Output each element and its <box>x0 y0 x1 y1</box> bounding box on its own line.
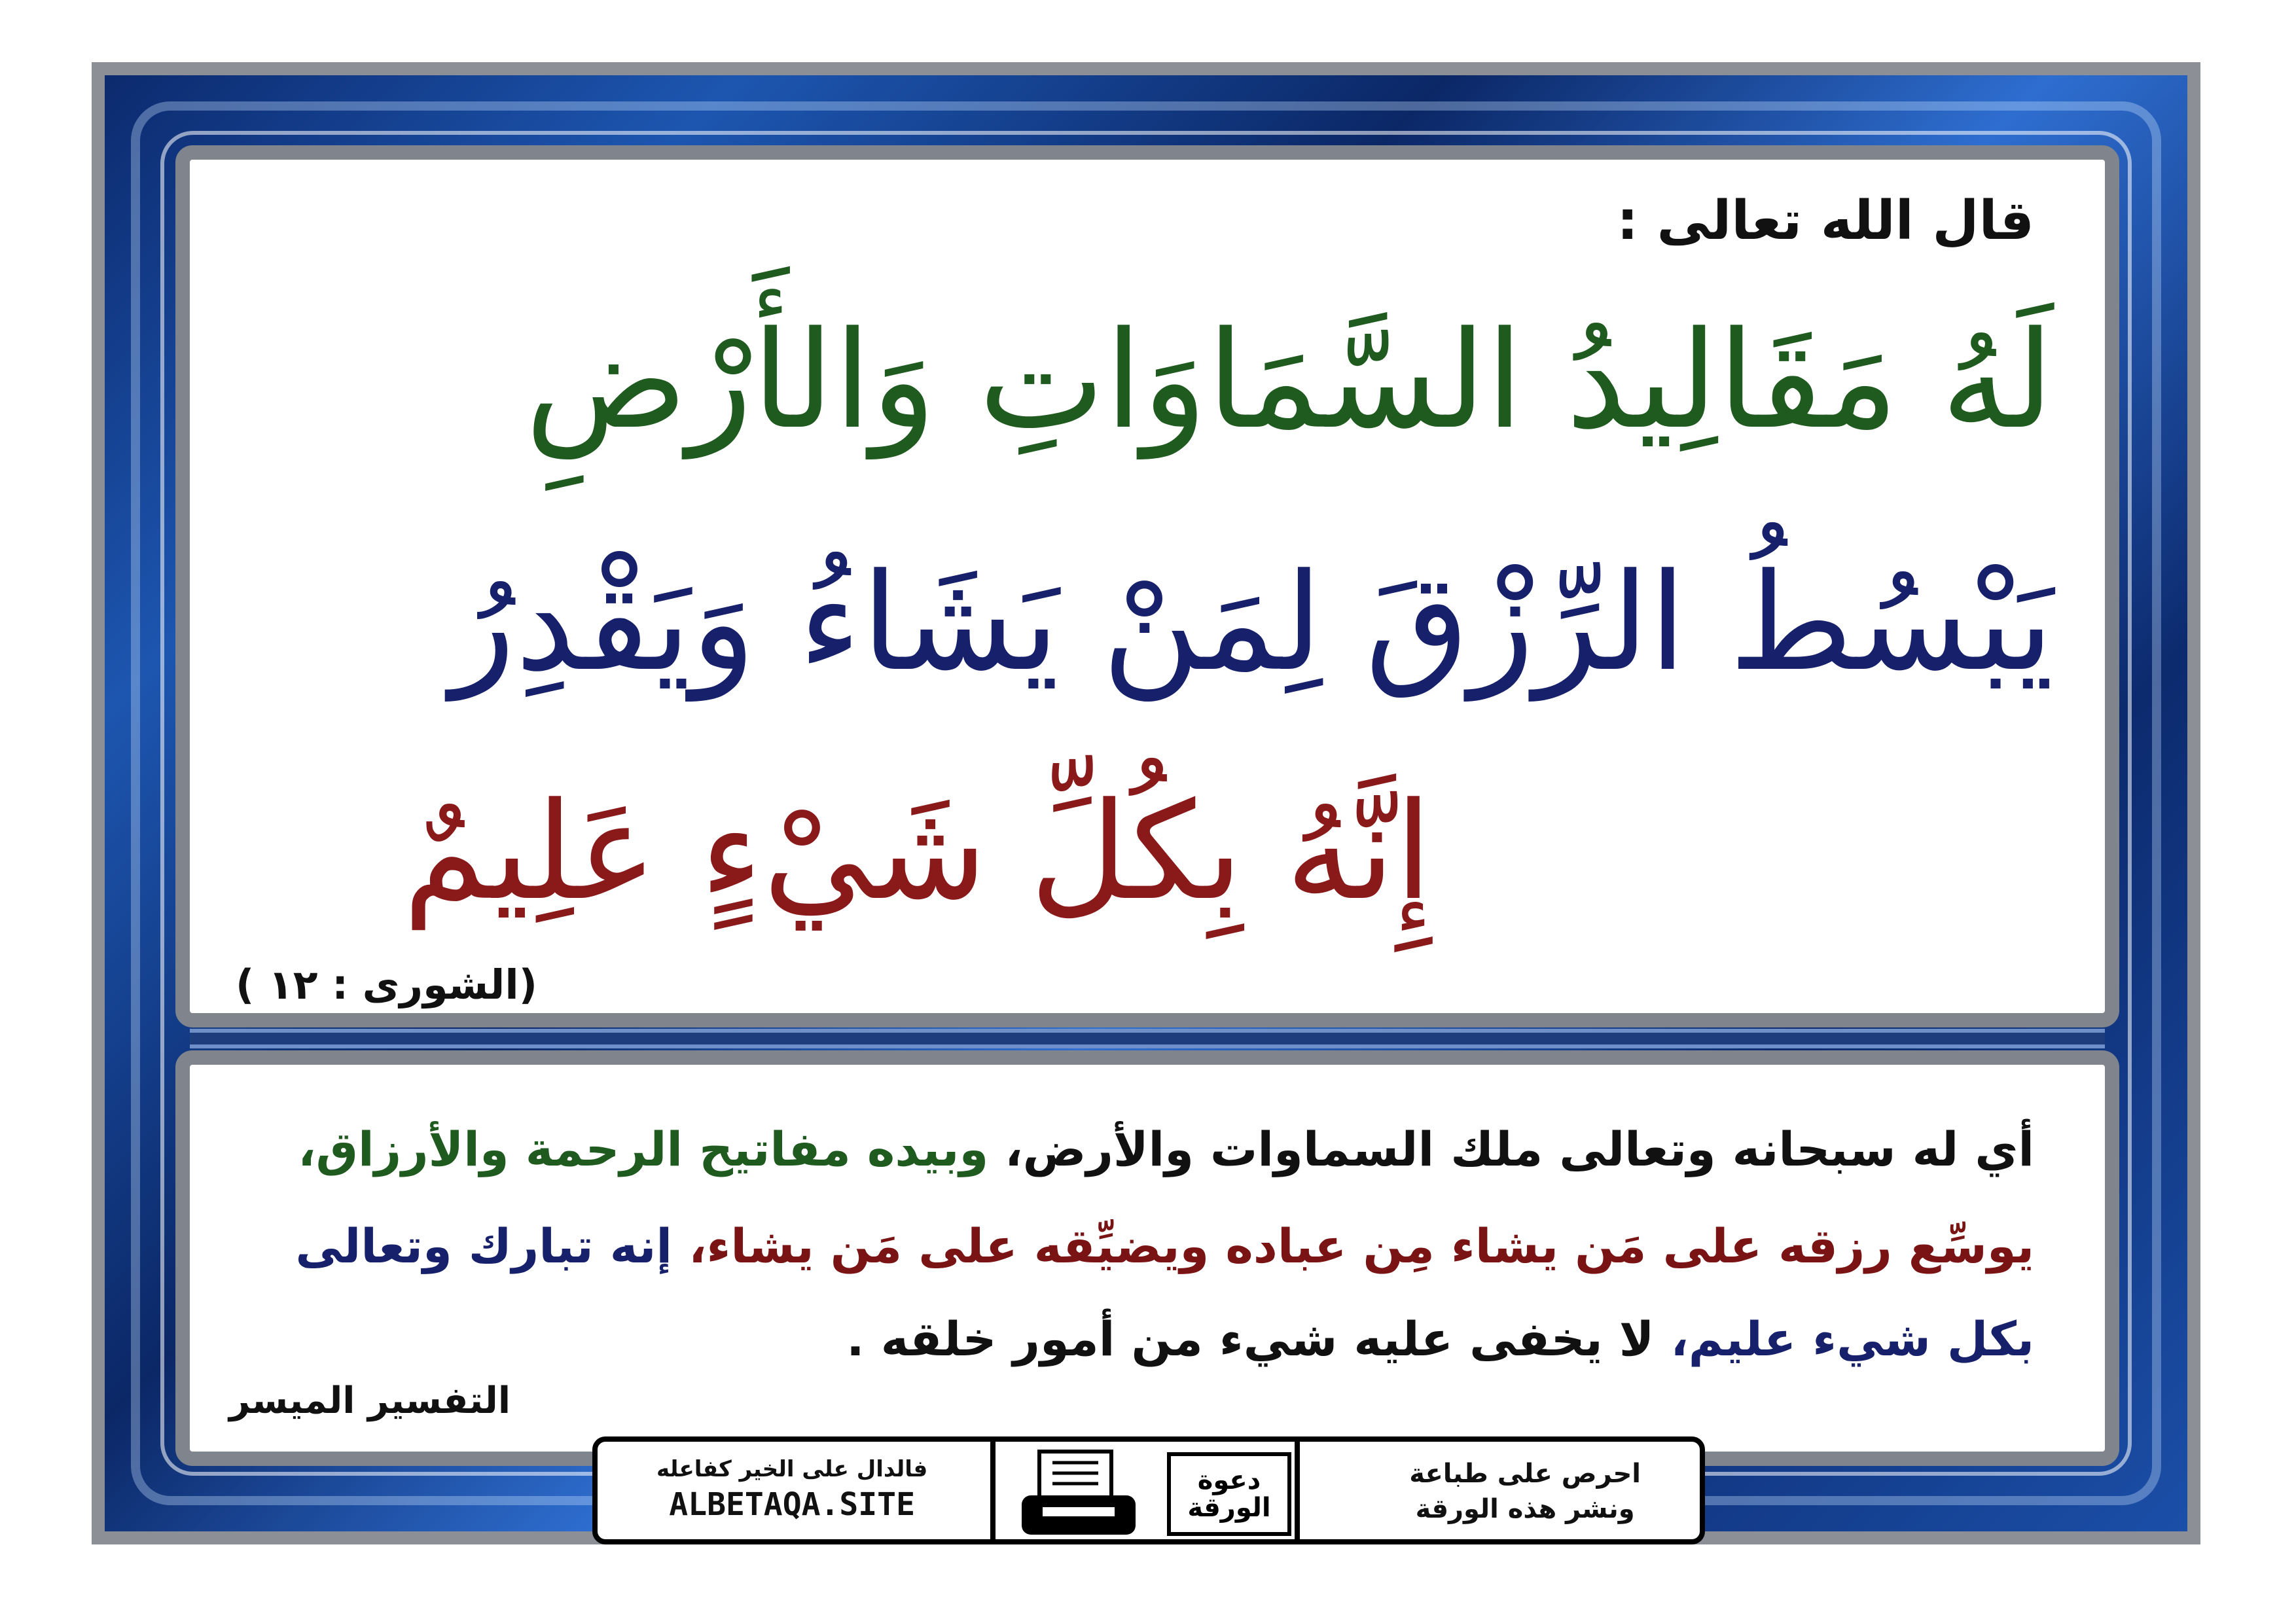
explanation-line-2-b: إنه تبارك وتعالى <box>295 1219 673 1274</box>
explanation-line-3-b: لا يخفى عليه شيء من أمور خلقه . <box>846 1311 1655 1366</box>
footer-separator-right <box>1295 1442 1300 1539</box>
explanation-line-3 <box>846 1311 2034 1366</box>
explanation-line-1-a: أي له سبحانه وتعالى ملك السماوات والأرض، <box>1005 1122 2034 1177</box>
footer-site-block <box>656 1456 927 1523</box>
logo-line-2: الورقة <box>1187 1493 1271 1523</box>
albetaqa-logo <box>1167 1452 1291 1536</box>
explanation-line-3-a: بكل شيء عليم، <box>1670 1311 2034 1366</box>
logo-line-1: دعوة <box>1197 1465 1261 1495</box>
footer-bar <box>592 1436 1705 1544</box>
panel-divider <box>190 1029 2105 1048</box>
tafsir-source: التفسير الميسر <box>229 1380 511 1422</box>
footer-proverb: فالدال على الخير كفاعله <box>656 1456 928 1482</box>
printer-icon <box>1016 1448 1141 1540</box>
intro-heading: قال الله تعالى : <box>1617 190 2034 252</box>
explanation-line-2-a: يوسِّع رزقه على مَن يشاء مِن عباده ويضيِّقه على مَن يشاء، <box>689 1219 2034 1274</box>
explanation-line-2 <box>295 1219 2034 1274</box>
verse-line-3: إِنَّهُ بِكُلِّ شَيْءٍ عَلِيمٌ <box>403 774 1432 930</box>
footer-print-note <box>1409 1456 1641 1527</box>
footer-print-note-line-1: احرص على طباعة <box>1409 1459 1641 1489</box>
verse-reference: (الشورى : ١٢ ) <box>236 961 537 1008</box>
footer-separator-left <box>990 1442 996 1539</box>
footer-site-link[interactable]: ALBETAQA.SITE <box>669 1486 915 1523</box>
verse-line-1: لَهُ مَقَالِيدُ السَّمَاوَاتِ وَالأَرْضِ <box>525 303 2054 459</box>
explanation-line-1 <box>298 1122 2034 1177</box>
verse-line-2: يَبْسُطُ الرِّزْقَ لِمَنْ يَشَاءُ وَيَقْدِرُ <box>450 545 2054 701</box>
footer-print-note-line-2: ونشر هذه الورقة <box>1415 1494 1635 1524</box>
explanation-line-1-b: وبيده مفاتيح الرحمة والأرزاق، <box>298 1122 989 1177</box>
